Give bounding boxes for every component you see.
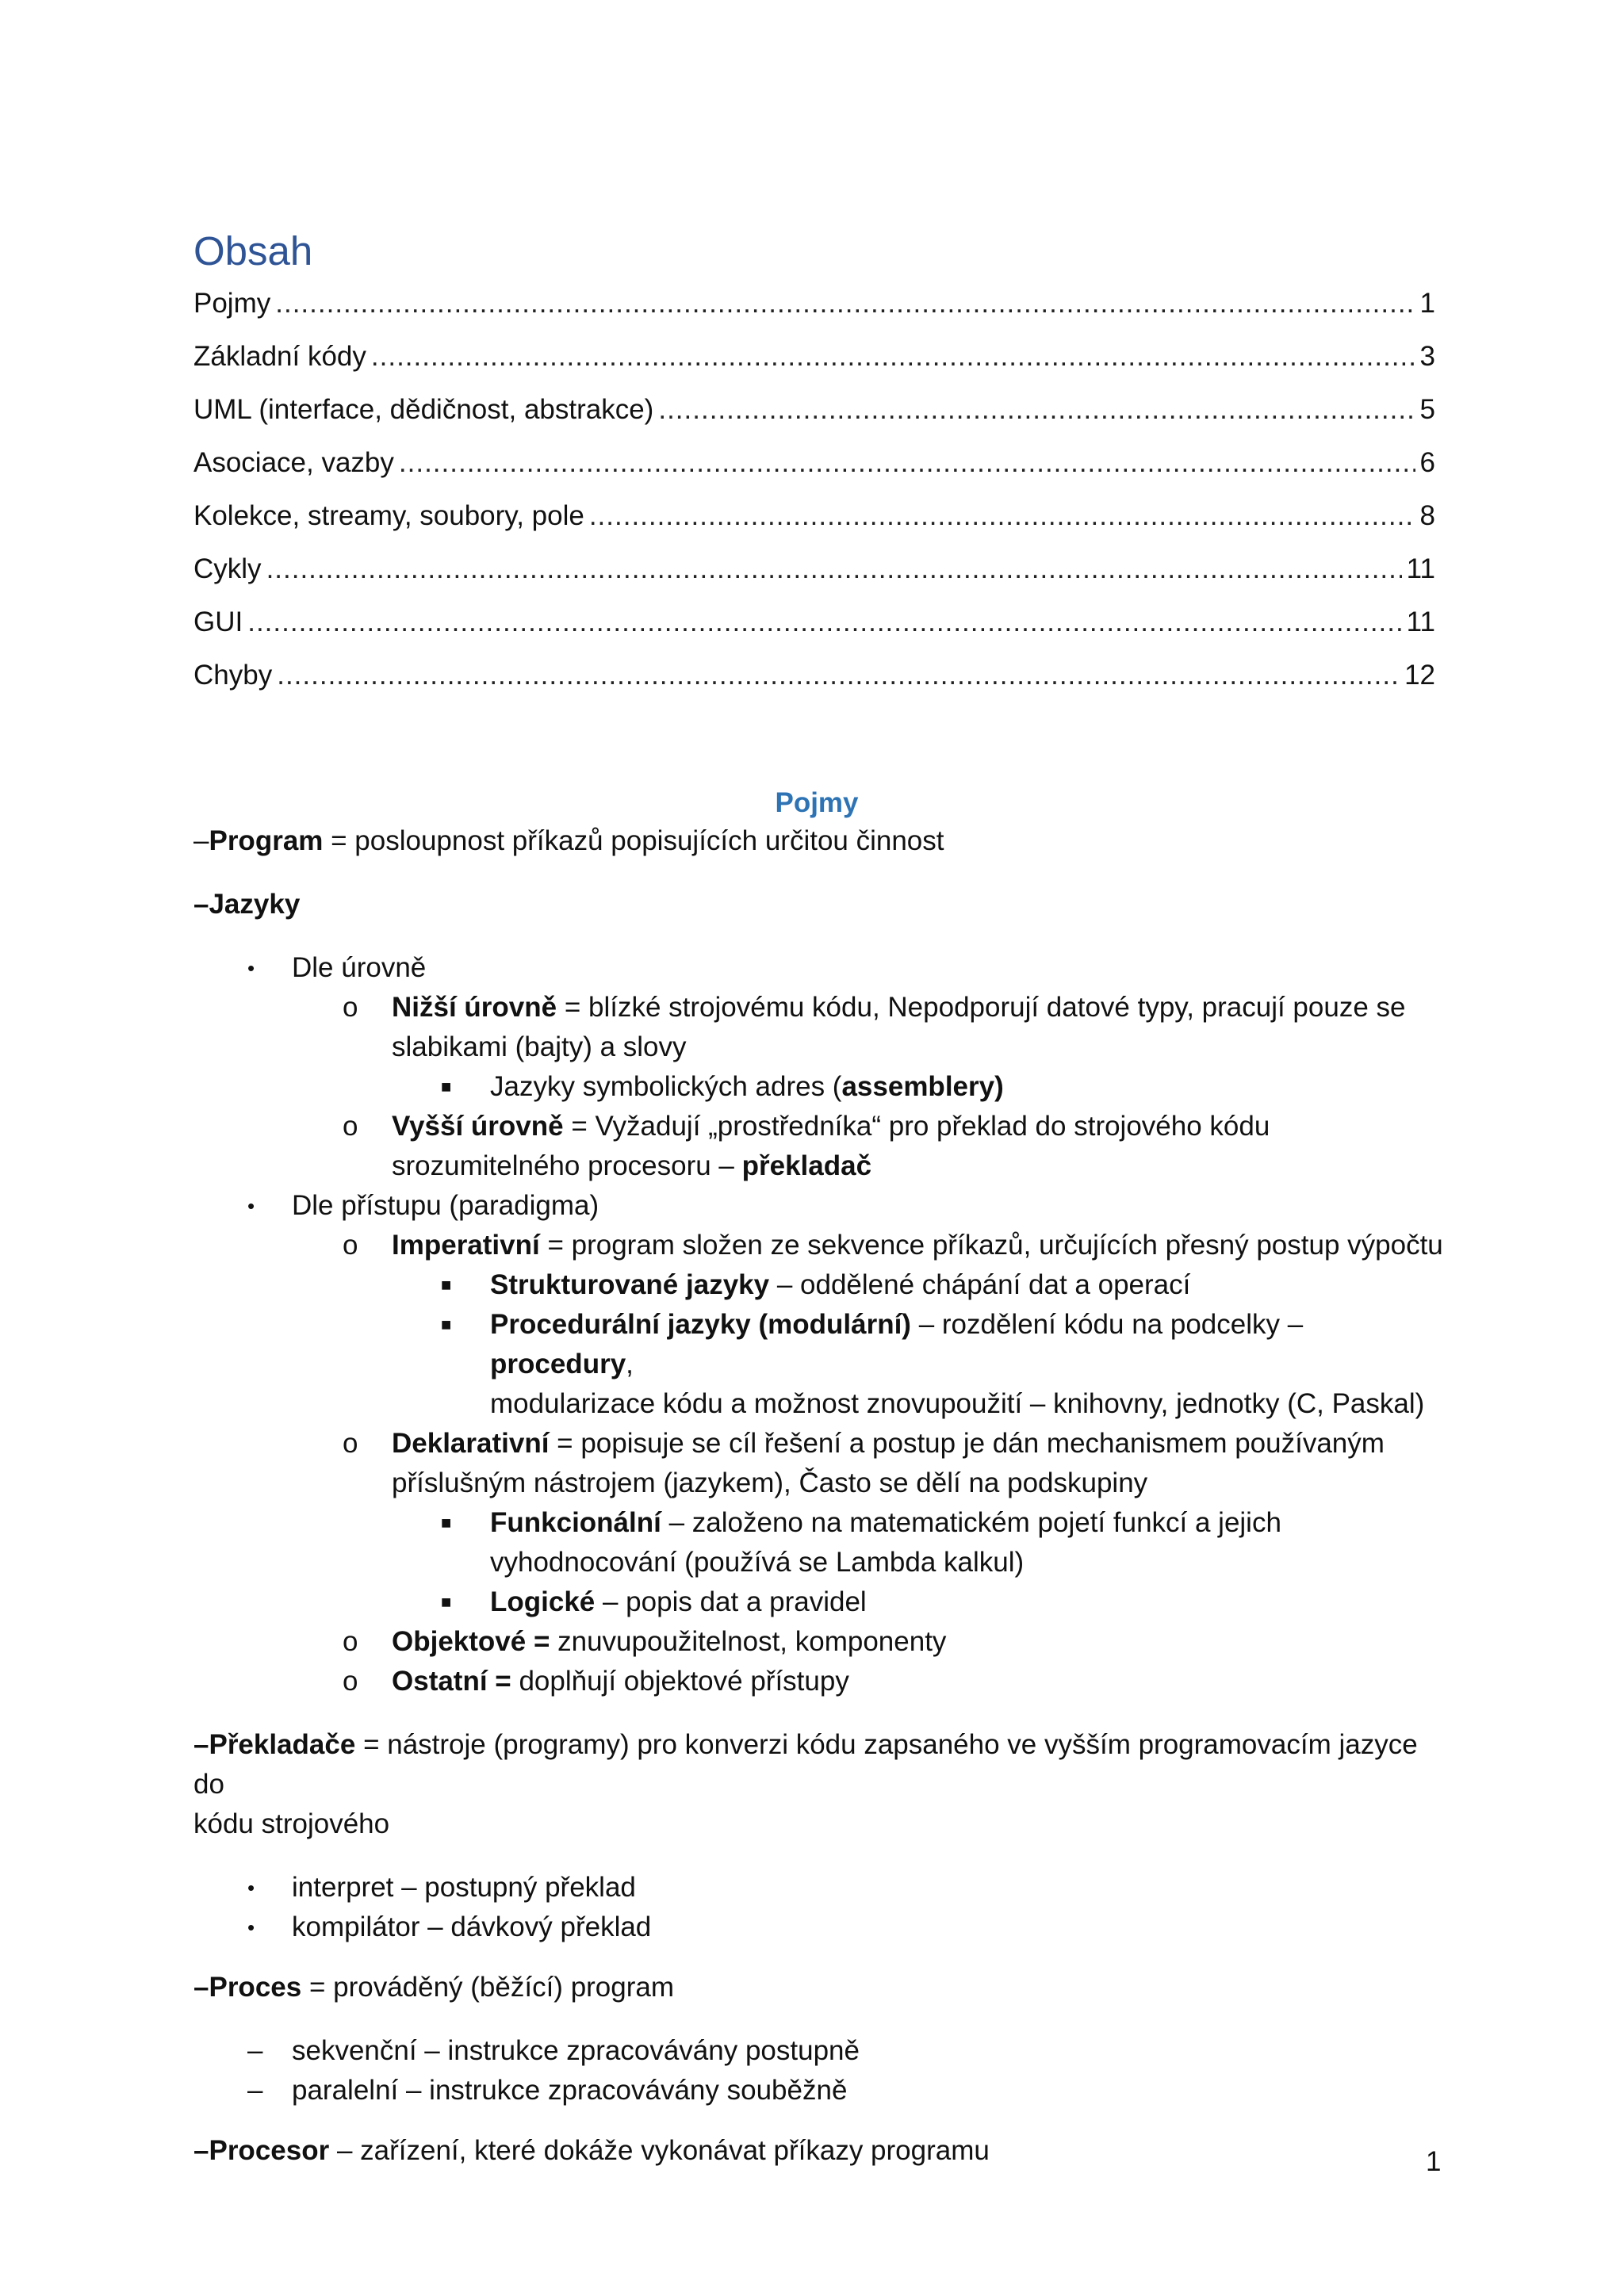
toc-leader-dots bbox=[589, 496, 1415, 536]
toc-entry-chyby[interactable] bbox=[193, 656, 1435, 709]
definition-continuation: kódu strojového bbox=[193, 1808, 390, 1839]
list-item: o Imperativní = program složen ze sekvence příkazů, určujících přesný postup výpočtu bbox=[193, 1226, 1446, 1265]
toc-leader-dots bbox=[399, 443, 1415, 483]
list-item-continuation: modularizace kódu a možnost znovupoužití – knihovny, jednotky (C, Paskal) bbox=[490, 1388, 1425, 1419]
bullet-circle-icon: o bbox=[343, 1111, 358, 1142]
toc-entry-asociace[interactable] bbox=[193, 443, 1435, 496]
bullet-square-icon: ■ bbox=[441, 1275, 452, 1295]
toc-entry-label: Pojmy bbox=[193, 288, 271, 319]
term: Překladače bbox=[209, 1729, 356, 1760]
list-item: ■ Jazyky symbolických adres (assemblery) bbox=[193, 1067, 1446, 1107]
list-item: o Objektové = znuvupoužitelnost, komponenty bbox=[193, 1622, 1446, 1662]
toc-entry-kolekce[interactable] bbox=[193, 496, 1435, 549]
bullet-disc-icon: • bbox=[247, 1194, 255, 1218]
bullet-square-icon: ■ bbox=[441, 1592, 452, 1612]
toc-entry-page: 3 bbox=[1419, 341, 1435, 372]
toc-leader-dots bbox=[658, 390, 1415, 430]
list-item: • Dle úrovně bbox=[193, 948, 1446, 988]
bullet-disc-icon: • bbox=[247, 956, 255, 980]
list-item: ■ Procedurální jazyky (modulární) – rozdělení kódu na podcelky – procedury, bbox=[193, 1305, 1446, 1384]
toc-entry-page: 8 bbox=[1419, 500, 1435, 531]
toc-entry-gui[interactable] bbox=[193, 603, 1435, 656]
toc-entry-page: 11 bbox=[1406, 607, 1435, 637]
toc-entry-label: Chyby bbox=[193, 660, 273, 691]
toc-entry-label: Cykly bbox=[193, 553, 262, 584]
bullet-circle-icon: o bbox=[343, 1666, 358, 1697]
toc-title: Obsah bbox=[193, 228, 313, 274]
toc-leader-dots bbox=[371, 337, 1415, 377]
toc-leader-dots bbox=[277, 656, 1400, 695]
bullet-square-icon: ■ bbox=[441, 1077, 452, 1096]
list-item: – paralelní – instrukce zpracovávány souběžně bbox=[193, 2071, 1446, 2110]
bullet-circle-icon: o bbox=[343, 992, 358, 1023]
bullet-circle-icon: o bbox=[343, 1230, 358, 1261]
bullet-square-icon: ■ bbox=[441, 1314, 452, 1334]
toc-entry-label: UML (interface, dědičnost, abstrakce) bbox=[193, 394, 654, 425]
list-item-continuation: vyhodnocování (používá se Lambda kalkul) bbox=[490, 1547, 1025, 1578]
toc-entry-pojmy[interactable] bbox=[193, 284, 1435, 337]
definition-prekladace: –Překladače = nástroje (programy) pro konverzi kódu zapsaného ve vyšším programovacím jazyce do bbox=[193, 1729, 1418, 1800]
bullet-dash-icon: – bbox=[247, 2075, 263, 2106]
bullet-square-icon: ■ bbox=[441, 1513, 452, 1533]
list-item: • kompilátor – dávkový překlad bbox=[193, 1908, 1446, 1947]
bullet-circle-icon: o bbox=[343, 1428, 358, 1459]
list-item: ■ Logické – popis dat a pravidel bbox=[193, 1582, 1446, 1622]
section-body bbox=[193, 821, 1446, 2171]
term: Procesor bbox=[209, 2135, 330, 2166]
bullet-disc-icon: • bbox=[247, 1915, 255, 1939]
toc-entry-label: Kolekce, streamy, soubory, pole bbox=[193, 500, 584, 531]
list-item: – sekvenční – instrukce zpracovávány postupně bbox=[193, 2031, 1446, 2071]
list-item: ■ Strukturované jazyky – oddělené chápání dat a operací bbox=[193, 1265, 1446, 1305]
toc-entry-label: Základní kódy bbox=[193, 341, 366, 372]
list-item: • interpret – postupný překlad bbox=[193, 1868, 1446, 1908]
list-item: o Vyšší úrovně = Vyžadují „prostředníka“ pro překlad do strojového kódu bbox=[193, 1107, 1446, 1146]
toc-entry-cykly[interactable] bbox=[193, 549, 1435, 603]
list-item: o Nižší úrovně = blízké strojovému kódu, Nepodporují datové typy, pracují pouze se bbox=[193, 988, 1446, 1027]
toc-entry-page: 6 bbox=[1419, 447, 1435, 478]
definition-procesor: –Procesor – zařízení, které dokáže vykonávat příkazy programu bbox=[193, 2135, 990, 2166]
toc-entry-uml[interactable] bbox=[193, 390, 1435, 443]
toc-entry-label: GUI bbox=[193, 607, 243, 637]
toc-leader-dots bbox=[247, 603, 1401, 642]
toc-entry-label: Asociace, vazby bbox=[193, 447, 394, 478]
bullet-disc-icon: • bbox=[247, 1876, 255, 1900]
toc-entry-page: 5 bbox=[1419, 394, 1435, 425]
list-item: • Dle přístupu (paradigma) bbox=[193, 1186, 1446, 1226]
list-item-continuation: srozumitelného procesoru – překladač bbox=[392, 1150, 872, 1181]
list-item: o Ostatní = doplňují objektové přístupy bbox=[193, 1662, 1446, 1701]
list-item: ■ Funkcionální – založeno na matematickém pojetí funkcí a jejich bbox=[193, 1503, 1446, 1543]
page-number: 1 bbox=[1426, 2146, 1442, 2177]
term: Program bbox=[209, 825, 324, 856]
section-heading: Pojmy bbox=[775, 787, 859, 818]
list-item-continuation: slabikami (bajty) a slovy bbox=[392, 1031, 687, 1062]
list-item: o Deklarativní = popisuje se cíl řešení a postup je dán mechanismem používaným bbox=[193, 1424, 1446, 1464]
toc-entry-page: 11 bbox=[1406, 553, 1435, 584]
list-item-continuation: příslušným nástrojem (jazykem), Často se dělí na podskupiny bbox=[392, 1468, 1148, 1498]
table-of-contents bbox=[193, 284, 1435, 709]
toc-entry-page: 1 bbox=[1419, 288, 1435, 319]
toc-leader-dots bbox=[275, 284, 1415, 323]
term: Jazyky bbox=[209, 889, 301, 920]
definition-jazyky: –Jazyky bbox=[193, 889, 301, 920]
term: Proces bbox=[209, 1972, 302, 2003]
toc-leader-dots bbox=[266, 549, 1402, 589]
bullet-dash-icon: – bbox=[247, 2035, 263, 2066]
toc-entry-zakladni-kody[interactable] bbox=[193, 337, 1435, 390]
definition-program: –Program = posloupnost příkazů popisujících určitou činnost bbox=[193, 825, 944, 856]
toc-entry-page: 12 bbox=[1404, 660, 1435, 691]
definition-proces: –Proces = prováděný (běžící) program bbox=[193, 1972, 675, 2003]
bullet-circle-icon: o bbox=[343, 1626, 358, 1657]
